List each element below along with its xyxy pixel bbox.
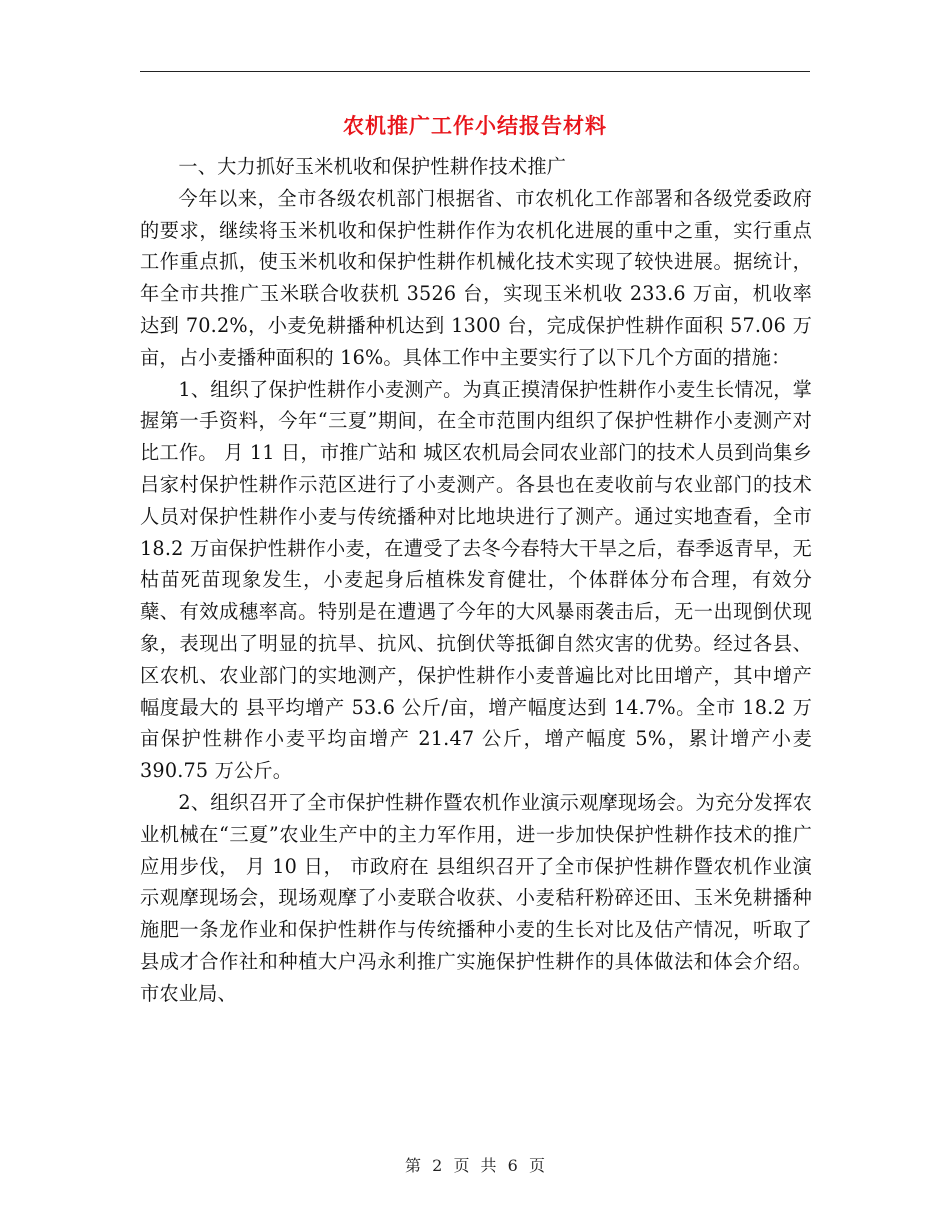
paragraph: 2、组织召开了全市保护性耕作暨农机作业演示观摩现场会。为充分发挥农业机械在“三夏”农业生产中的主力军作用，进一步加快保护性耕作技术的推广应用步伐， 月 10 日， 市政府在 县组织召开了全市保护性耕作暨农机作业演示观摩现场会，现场观摩了小麦联合收获、小麦秸秆粉碎还田、玉米免耕播种施肥一条龙作业和保护性耕作与传统播种小麦的生长对比及估产情况，听取了 县成才合作社和种植大户冯永利推广实施保护性耕作的具体做法和体会介绍。市农业局、: [140, 790, 812, 1005]
document-title: 农机推广工作小结报告材料: [343, 113, 607, 138]
section-heading: 一、大力抓好玉米机收和保护性耕作技术推广: [178, 155, 567, 178]
page-footer: [0, 1153, 950, 1176]
footer-total-prefix: 共: [480, 1156, 497, 1175]
paragraph: 今年以来，全市各级农机部门根据省、市农机化工作部署和各级党委政府的要求，继续将玉米机收和保护性耕作作为农机化进展的重中之重，实行重点工作重点抓，使玉米机收和保护性耕作机械化技术实现了较快进展。据统计， 年全市共推广玉米联合收获机 3526 台，实现玉米机收 233.6 万亩，机收率达到 70.2%，小麦免耕播种机达到 1300 台，完成保护性耕作面积 57.06 万亩，占小麦播种面积的 16%。具体工作中主要实行了以下几个方面的措施：: [140, 186, 812, 369]
paragraph: 1、组织了保护性耕作小麦测产。为真正摸清保护性耕作小麦生长情况，掌握第一手资料，今年“三夏”期间，在全市范围内组织了保护性耕作小麦测产对比工作。 月 11 日，市推广站和 城区农机局会同农业部门的技术人员到尚集乡吕家村保护性耕作示范区进行了小麦测产。各县也在麦收前与农业部门的技术人员对保护性耕作小麦与传统播种对比地块进行了测产。通过实地查看，全市 18.2 万亩保护性耕作小麦，在遭受了去冬今春特大干旱之后，春季返青早，无枯苗死苗现象发生，小麦起身后植株发育健壮，个体群体分布合理，有效分蘖、有效成穗率高。特别是在遭遇了今年的大风暴雨袭击后，无一出现倒伏现象，表现出了明显的抗旱、抗风、抗倒伏等抵御自然灾害的优势。经过各县、区农机、农业部门的实地测产，保护性耕作小麦普遍比对比田增产，其中增产幅度最大的 县平均增产 53.6 公斤/亩，增产幅度达到 14.7%。全市 18.2 万亩保护性耕作小麦平均亩增产 21.47 公斤，增产幅度 5%，累计增产小麦 390.75 万公斤。: [140, 377, 812, 783]
footer-page-unit: 页: [453, 1156, 470, 1175]
header-rule: [140, 71, 810, 72]
footer-total-pages: 6: [507, 1156, 518, 1175]
footer-page-number: 2: [432, 1156, 443, 1175]
document-body: [140, 151, 812, 1010]
footer-total-unit: 页: [528, 1156, 545, 1175]
footer-prefix: 第: [405, 1156, 422, 1175]
